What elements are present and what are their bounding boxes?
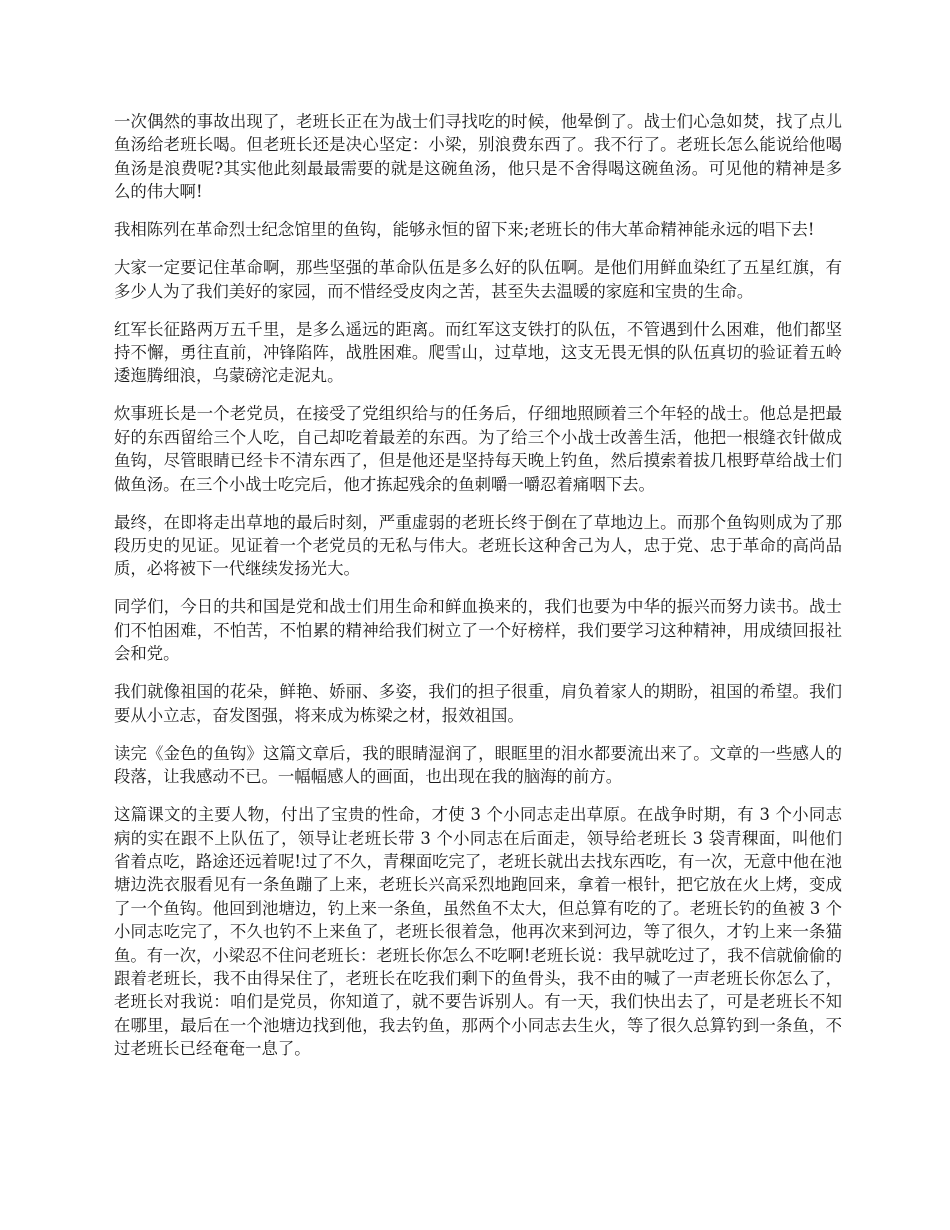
document-body — [114, 110, 842, 1075]
paragraph-10: 这篇课文的主要人物，付出了宝贵的性命，才使 3 个小同志走出草原。在战争时期，有 3 个小同志病的实在跟不上队伍了，领导让老班长带 3 个小同志在后面走，领导给老班长 3 袋青稞面，叫他们省着点吃，路途还远着呢!过了不久，青稞面吃完了，老班长就出去找东西吃，有一次，无意中他在池塘边洗衣服看见有一条鱼蹦了上来，老班长兴高采烈地跑回来，拿着一根针，把它放在火上烤，变成了一个鱼钩。他回到池塘边，钓上来一条鱼，虽然鱼不太大，但总算有吃的了。老班长钓的鱼被 3 个小同志吃完了，不久也钓不上来鱼了，老班长很着急，他再次来到河边，等了很久，才钓上来一条猫鱼。有一次，小梁忍不住问老班长：老班长你怎么不吃啊!老班长说：我早就吃过了，我不信就偷偷的跟着老班长，我不由得呆住了，老班长在吃我们剩下的鱼骨头，我不由的喊了一声老班长你怎么了，老班长对我说：咱们是党员，你知道了，就不要告诉别人。有一天，我们快出去了，可是老班长不知在哪里，最后在一个池塘边找到他，我去钓鱼，那两个小同志去生火，等了很久总算钓到一条鱼，不过老班长已经奄奄一息了。 — [114, 805, 842, 1059]
paragraph-2: 我相陈列在革命烈士纪念馆里的鱼钩，能够永恒的留下来;老班长的伟大革命精神能永远的唱下去! — [114, 220, 815, 240]
paragraph-5: 炊事班长是一个老党员，在接受了党组织给与的任务后，仔细地照顾着三个年轻的战士。他总是把最好的东西留给三个人吃，自己却吃着最差的东西。为了给三个小战士改善生活，他把一根缝衣针做成鱼钩，尽管眼睛已经卡不清东西了，但是他还是坚持每天晚上钓鱼，然后摸索着拔几根野草给战士们做鱼汤。在三个小战士吃完后，他才拣起残余的鱼刺嚼一嚼忍着痛咽下去。 — [114, 404, 842, 494]
paragraph-6: 最终，在即将走出草地的最后时刻，严重虚弱的老班长终于倒在了草地边上。而那个鱼钩则成为了那段历史的见证。见证着一个老党员的无私与伟大。老班长这种舍己为人，忠于党、忠于革命的高尚品质，必将被下一代继续发扬光大。 — [114, 512, 842, 579]
paragraph-4: 红军长征路两万五千里，是多么遥远的距离。而红军这支铁打的队伍，不管遇到什么困难，他们都坚持不懈，勇往直前，冲锋陷阵，战胜困难。爬雪山，过草地，这支无畏无惧的队伍真切的验证着五岭逶迤腾细浪，乌蒙磅沱走泥丸。 — [114, 319, 842, 386]
paragraph-7: 同学们，今日的共和国是党和战士们用生命和鲜血换来的，我们也要为中华的振兴而努力读书。战士们不怕困难，不怕苦，不怕累的精神给我们树立了一个好榜样，我们要学习这种精神，用成绩回报社会和党。 — [114, 597, 842, 664]
paragraph-8: 我们就像祖国的花朵，鲜艳、娇丽、多姿，我们的担子很重，肩负着家人的期盼，祖国的希望。我们要从小立志，奋发图强，将来成为栋梁之材，报效祖国。 — [114, 682, 842, 725]
paragraph-1: 一次偶然的事故出现了，老班长正在为战士们寻找吃的时候，他晕倒了。战士们心急如焚，找了点儿鱼汤给老班长喝。但老班长还是决心坚定：小梁，别浪费东西了。我不行了。老班长怎么能说给他喝鱼汤是浪费呢?其实他此刻最最需要的就是这碗鱼汤，他只是不舍得喝这碗鱼汤。可见他的精神是多么的伟大啊! — [114, 112, 842, 202]
paragraph-3: 大家一定要记住革命啊，那些坚强的革命队伍是多么好的队伍啊。是他们用鲜血染红了五星红旗，有多少人为了我们美好的家园，而不惜经受皮肉之苦，甚至失去温暖的家庭和宝贵的生命。 — [114, 258, 842, 301]
paragraph-9: 读完《金色的鱼钩》这篇文章后，我的眼睛湿润了，眼眶里的泪水都要流出来了。文章的一些感人的段落，让我感动不已。一幅幅感人的画面，也出现在我的脑海的前方。 — [114, 743, 842, 787]
